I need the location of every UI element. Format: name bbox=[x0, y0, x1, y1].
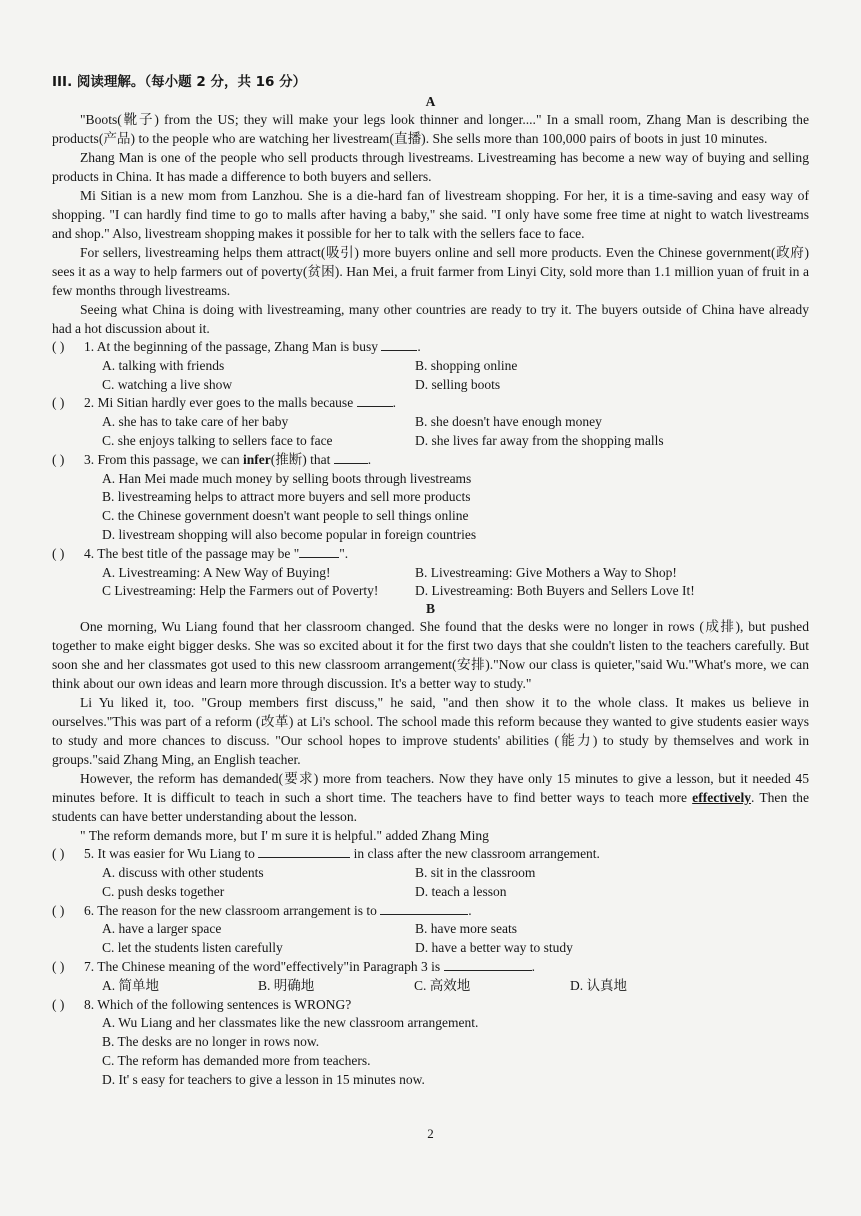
question-2 bbox=[52, 394, 809, 450]
answer-blank[interactable] bbox=[299, 557, 339, 558]
passage-a-paragraph: Mi Sitian is a new mom from Lanzhou. She is a die-hard fan of livestream shopping. For her, it is a time-saving and easy way of shopping. "I can hardly find time to go to malls after having a baby," she said. "I only have some free time at night to watch livestreams and shop." Also, livestream shopping makes it possible for her to talk with the sellers face to face. bbox=[52, 188, 809, 241]
passage-b bbox=[52, 601, 809, 845]
underlined-word: effectively bbox=[692, 790, 752, 806]
option-c: C. she enjoys talking to sellers face to face bbox=[102, 432, 333, 448]
option-a: A. 简单地 bbox=[102, 977, 159, 993]
passage-a-paragraph: "Boots(靴子) from the US; they will make your legs look thinner and longer...." In a small room, Zhang Man is describing the products(产品) to the people who are watching her livestream(直播). She sells more than 100,000 pairs of boots in just 10 minutes. bbox=[52, 112, 809, 146]
passage-b-paragraph: " The reform demands more, but I' m sure it is helpful." added Zhang Ming bbox=[80, 828, 489, 844]
answer-bracket[interactable]: ( ) bbox=[52, 451, 65, 467]
option-d: D. selling boots bbox=[415, 376, 501, 392]
question-stem-end: . bbox=[392, 395, 396, 411]
question-5 bbox=[52, 845, 809, 901]
paragraph-text: However, the reform has demanded(要求) more from teachers. Now they have only 15 minutes to give a lesson, but it needed 45 minutes before. It is difficult to teach in such a short time. The teachers have to find better ways to teach more bbox=[52, 771, 809, 806]
question-stem: 8. Which of the following sentences is WRONG? bbox=[84, 996, 352, 1012]
option-d: D. Livestreaming: Both Buyers and Sellers Love It! bbox=[415, 583, 695, 599]
option-b: B. Livestreaming: Give Mothers a Way to Shop! bbox=[415, 564, 677, 580]
passage-b-paragraph: One morning, Wu Liang found that her classroom changed. She found that the desks were no longer in rows (成排), but pushed together to make eight bigger desks. She was so excited about it for the first two days that she couldn't listen to the teachers carefully. But soon she and her classmates got used to this new classroom arrangement(安排)."Now our class is quieter,"said Wu."What's more, we can think about our own ideas and learn more through discussion. It's a better way to study." bbox=[52, 619, 809, 692]
answer-blank[interactable] bbox=[334, 463, 368, 464]
question-stem-end: . bbox=[531, 958, 535, 974]
question-7 bbox=[52, 958, 809, 996]
answer-bracket[interactable]: ( ) bbox=[52, 545, 65, 561]
option-b: B. she doesn't have enough money bbox=[415, 414, 602, 430]
option-c: C. let the students listen carefully bbox=[102, 940, 283, 956]
answer-blank[interactable] bbox=[258, 857, 350, 858]
option-c: C. the Chinese government doesn't want people to sell things online bbox=[102, 508, 469, 524]
answer-blank[interactable] bbox=[381, 350, 417, 351]
question-stem: 5. It was easier for Wu Liang to bbox=[84, 846, 259, 862]
option-b: B. livestreaming helps to attract more buyers and sell more products bbox=[102, 489, 471, 505]
option-d: D. It' s easy for teachers to give a lesson in 15 minutes now. bbox=[102, 1071, 425, 1087]
answer-blank[interactable] bbox=[380, 914, 468, 915]
option-a: A. Wu Liang and her classmates like the new classroom arrangement. bbox=[102, 1015, 479, 1031]
answer-blank[interactable] bbox=[444, 970, 532, 971]
question-6 bbox=[52, 902, 809, 958]
option-a: A. discuss with other students bbox=[102, 864, 264, 880]
page-number: 2 bbox=[427, 1126, 434, 1141]
answer-bracket[interactable]: ( ) bbox=[52, 958, 65, 974]
passage-a-paragraph: Zhang Man is one of the people who sell products through livestreams. Livestreaming has become a new way of buying and selling products in China. It has made a difference to both buyers and sellers. bbox=[52, 150, 809, 184]
passage-b-paragraph bbox=[52, 769, 809, 826]
option-d: D. teach a lesson bbox=[415, 883, 507, 899]
question-keyword: infer bbox=[242, 451, 271, 467]
question-stem: 3. From this passage, we can bbox=[84, 451, 243, 467]
passage-a-letter: A bbox=[425, 94, 436, 109]
option-b: B. shopping online bbox=[415, 357, 518, 373]
question-stem-end: . bbox=[468, 902, 472, 918]
passage-b-paragraph: Li Yu liked it, too. "Group members first discuss," he said, "and then show it to the whole class. It makes us believe in ourselves."This was part of a reform (改革) at Li's school. The school made this reform because they wanted to give students easier ways to study and more chances to discuss. "Our school hopes to improve students' abilities (能力) to study by themselves and work in groups."said Zhang Ming, an English teacher. bbox=[52, 695, 809, 768]
option-d: D. she lives far away from the shopping malls bbox=[415, 432, 664, 448]
option-b: B. The desks are no longer in rows now. bbox=[102, 1034, 320, 1050]
question-stem: 6. The reason for the new classroom arrangement is to bbox=[84, 902, 381, 918]
answer-bracket[interactable]: ( ) bbox=[52, 996, 65, 1012]
option-d: D. livestream shopping will also become popular in foreign countries bbox=[102, 526, 477, 542]
question-3 bbox=[52, 451, 809, 545]
question-stem-end: . bbox=[367, 451, 372, 467]
answer-bracket[interactable]: ( ) bbox=[52, 339, 65, 354]
question-stem-end: . bbox=[417, 339, 421, 354]
option-a: A. Livestreaming: A New Way of Buying! bbox=[102, 564, 331, 580]
question-stem: 2. Mi Sitian hardly ever goes to the malls because bbox=[84, 395, 357, 411]
passage-b-letter: B bbox=[425, 601, 435, 617]
answer-bracket[interactable]: ( ) bbox=[52, 395, 65, 411]
option-d: D. 认真地 bbox=[570, 977, 627, 993]
option-a: A. talking with friends bbox=[102, 357, 225, 373]
question-stem: 1. At the beginning of the passage, Zhang Man is busy bbox=[84, 339, 382, 354]
option-c: C. watching a live show bbox=[102, 376, 233, 392]
option-c: C. 高效地 bbox=[414, 977, 471, 993]
option-c: C Livestreaming: Help the Farmers out of Poverty! bbox=[102, 583, 379, 599]
passage-a-paragraph: Seeing what China is doing with livestreaming, many other countries are ready to try it. The buyers outside of China have already had a hot discussion about it. bbox=[52, 302, 809, 336]
option-a: A. she has to take care of her baby bbox=[102, 414, 289, 430]
question-4 bbox=[52, 545, 809, 601]
question-stem-mid: (推断) that bbox=[270, 451, 334, 467]
answer-bracket[interactable]: ( ) bbox=[52, 902, 65, 918]
paragraph-text: . Then the students can have better understanding about the lesson. bbox=[52, 790, 809, 825]
option-b: B. 明确地 bbox=[258, 977, 315, 993]
passage-a bbox=[52, 94, 809, 338]
option-d: D. have a better way to study bbox=[415, 940, 573, 956]
option-b: B. sit in the classroom bbox=[415, 864, 536, 880]
question-stem: 7. The Chinese meaning of the word"effectively"in Paragraph 3 is bbox=[84, 958, 444, 974]
answer-blank[interactable] bbox=[357, 406, 393, 407]
answer-bracket[interactable]: ( ) bbox=[52, 846, 65, 862]
question-stem-end: in class after the new classroom arrangement. bbox=[350, 846, 600, 862]
question-stem: 4. The best title of the passage may be " bbox=[84, 545, 300, 561]
passage-a-paragraph: For sellers, livestreaming helps them attract(吸引) more buyers online and sell more products. Even the Chinese government(政府) sees it as a way to help farmers out of poverty(贫困). Han Mei, a fruit farmer from Linyi City, sold more than 1.1 million yuan of fruit in a few months through livestreams. bbox=[52, 245, 809, 298]
question-stem-end: ". bbox=[339, 545, 349, 561]
question-1 bbox=[52, 338, 809, 394]
option-c: C. The reform has demanded more from teachers. bbox=[102, 1052, 371, 1068]
section-header: III. 阅读理解。（每小题 2 分，共 16 分） bbox=[52, 74, 307, 90]
question-8 bbox=[52, 996, 809, 1090]
option-a: A. Han Mei made much money by selling boots through livestreams bbox=[102, 470, 472, 486]
option-c: C. push desks together bbox=[102, 883, 225, 899]
option-a: A. have a larger space bbox=[102, 921, 222, 937]
option-b: B. have more seats bbox=[415, 921, 517, 937]
